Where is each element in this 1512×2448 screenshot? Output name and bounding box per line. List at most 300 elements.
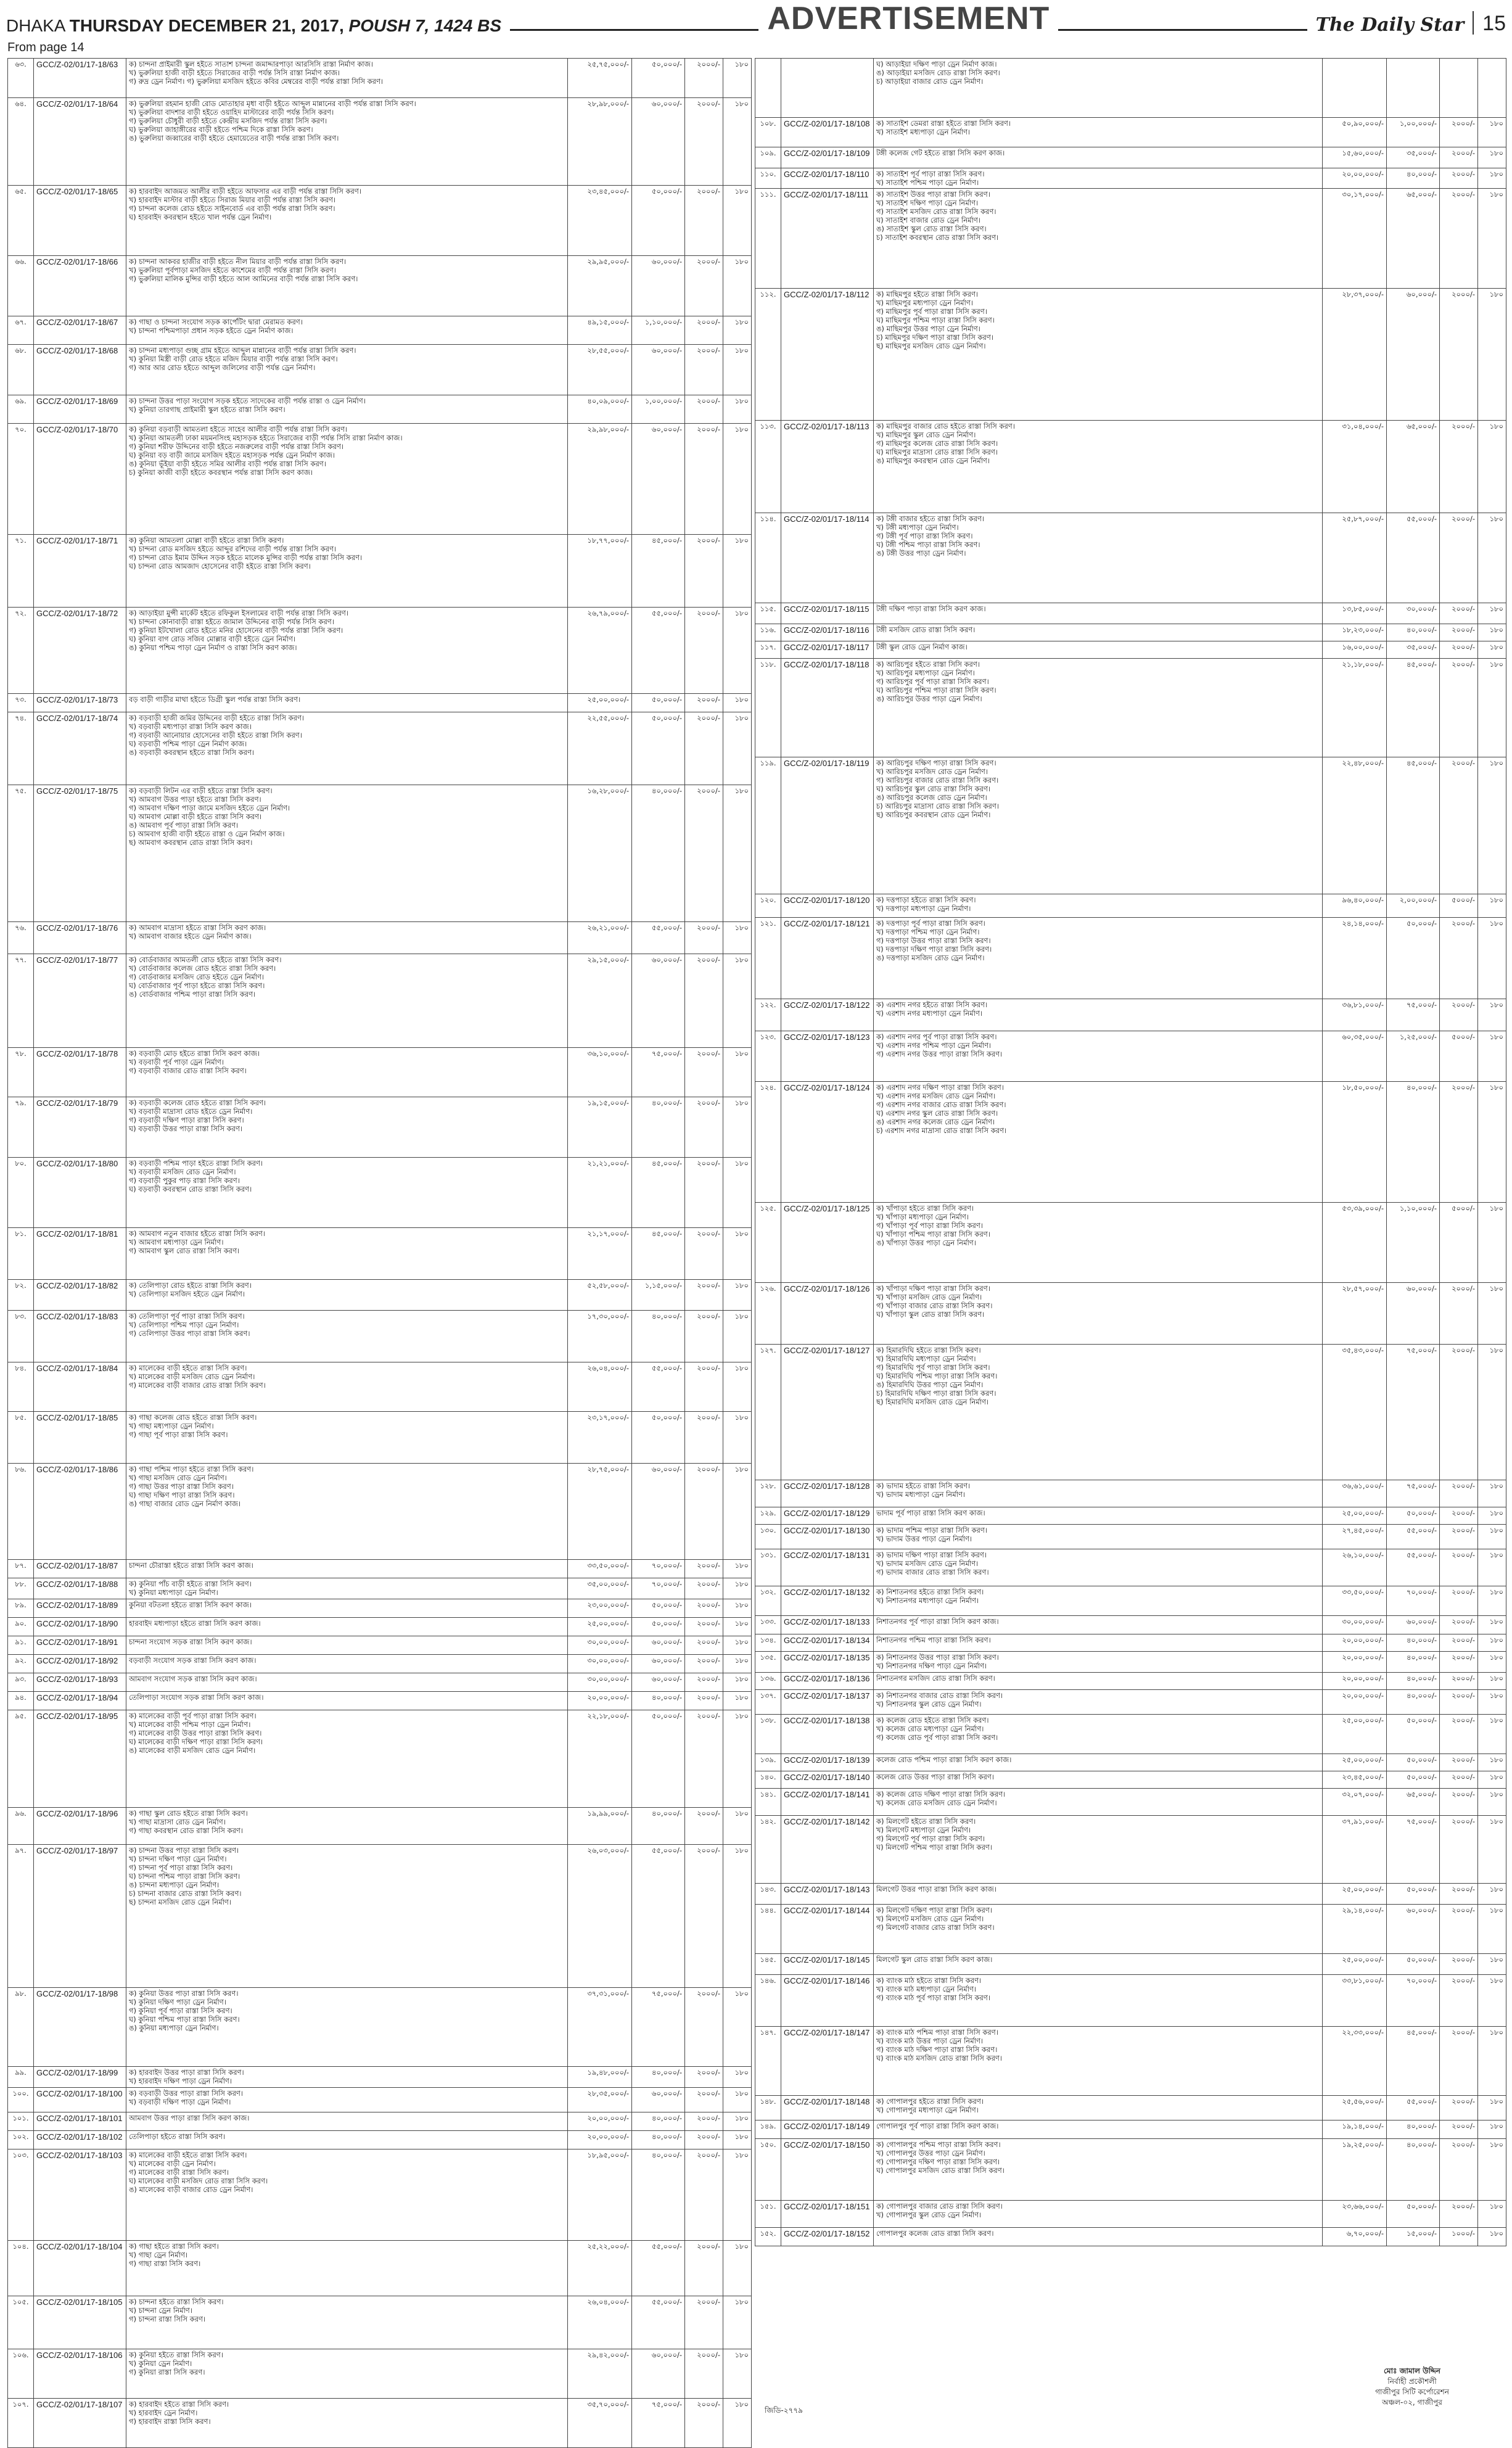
serial-number: ১২৪. xyxy=(755,1082,781,1203)
work-item: ক) বড়বাড়ী হাজী জমির উদ্দিনের বাড়ী হইতে রাস্তা সিসি করণ। xyxy=(129,714,305,722)
work-item: ক) গোপালপুর পশ্চিম পাড়া রাস্তা সিসি করণ। xyxy=(876,2140,1001,2149)
table-row xyxy=(755,2201,1506,2228)
table-row xyxy=(755,1975,1506,2027)
work-description xyxy=(126,608,568,694)
estimated-cost: ২০,০০,০০০/- xyxy=(1323,1673,1387,1690)
security-amount: ৫০,০০০/- xyxy=(632,1412,685,1464)
work-item: ক) খাঁপাড়া হইতে রাস্তা সিসি করণ। xyxy=(876,1204,974,1213)
tender-form-price: ২০০০/- xyxy=(685,2067,723,2088)
advertisement-code: জিডি-২৭৭৯ xyxy=(765,2406,803,2415)
estimated-cost: ২৫,৭৫,০০০/- xyxy=(568,59,632,98)
work-item: ক) দত্তপাড়া পূর্ব পাড়া রাস্তা সিসি করণ। xyxy=(876,919,985,928)
dateline-city: DHAKA xyxy=(6,16,65,35)
work-item: ঘ) হিমারদিঘি পশ্চিম পাড়া রাস্তা সিসি করণ। xyxy=(876,1372,998,1380)
work-description xyxy=(874,1586,1323,1616)
table-row xyxy=(755,2228,1506,2246)
work-item: ঘ) এরশাদ নগর স্কুল রোড রাস্তা সিসি করণ। xyxy=(876,1109,998,1118)
estimated-cost: ১৯,৯৯,০০০/- xyxy=(568,1808,632,1845)
security-amount: ৫৫,০০০/- xyxy=(1387,2096,1440,2120)
estimated-cost: ৩৫,৭০,০০০/- xyxy=(568,2399,632,2448)
completion-days: ১৮০ xyxy=(1478,1634,1506,1652)
table-row xyxy=(8,256,752,316)
completion-days: ১৮০ xyxy=(1478,757,1506,894)
work-item: চ) মাছিমপুর দক্ষিণ পাড়া রাস্তা সিসি করণ। xyxy=(876,333,993,342)
package-number: GCC/Z-02/01/17-18/82 xyxy=(34,1280,126,1311)
work-description xyxy=(126,424,568,535)
serial-number: ১২১. xyxy=(755,918,781,999)
completion-days: ১৮০ xyxy=(1478,1480,1506,1507)
work-item: ঘ) বোর্ডবাজার পূর্ব পাড়া হইতে রাস্তা সিসি করণ। xyxy=(129,981,265,990)
work-item: গ) মালেকের বাড়ী রাস্তা সিসি করণ। xyxy=(129,2168,229,2177)
tender-form-price: ২০০০/- xyxy=(685,1362,723,1412)
work-item: ঙ) আরিচপুর উত্তর পাড়া ড্রেন নির্মাণ। xyxy=(876,694,982,703)
serial-number: ১৩৪. xyxy=(755,1634,781,1652)
serial-number: ১৩৬. xyxy=(755,1673,781,1690)
package-number: GCC/Z-02/01/17-18/137 xyxy=(781,1690,874,1715)
completion-days: ১৮০ xyxy=(723,1280,752,1311)
table-row xyxy=(755,1283,1506,1345)
completion-days: ১৮০ xyxy=(1478,1905,1506,1954)
estimated-cost: ১৭,৩০,০০০/- xyxy=(568,1311,632,1362)
completion-days: ১৮০ xyxy=(1478,1031,1506,1082)
package-number: GCC/Z-02/01/17-18/74 xyxy=(34,712,126,785)
work-item: আমবাগ সংযোগ সড়ক রাস্তা সিসি করণ কাজ। xyxy=(129,1675,257,1683)
estimated-cost: ২৮,৫৭,০০০/- xyxy=(1323,1283,1387,1345)
work-item: গ) রুদ্র ড্রেন নির্মাণ। গ) ভুরুলিয়া মসজিদ হইতে কবির মেম্বরের বাড়ী পর্যন্ত রাস্তা সিসি করণ। xyxy=(129,77,384,86)
work-item: খ) খাঁপাড়া মধ্যপাড়া ড্রেন নির্মাণ। xyxy=(876,1213,969,1221)
work-item: ঘ) মালেকের বাড়ী দক্ষিণ পাড়া রাস্তা সিসি করণ। xyxy=(129,1737,263,1746)
tender-form-price: ২০০০/- xyxy=(685,1599,723,1618)
work-item: ক) নিশাতনগর বাজার রোড রাস্তা সিসি করণ। xyxy=(876,1691,1003,1700)
security-amount: ৪০,০০০/- xyxy=(632,2149,685,2241)
table-row xyxy=(755,1634,1506,1652)
work-item: ঙ) আড়াইয়া মসজিদ রোড রাস্তা সিসি করণ। xyxy=(876,68,1000,77)
table-row xyxy=(755,1586,1506,1616)
tender-form-price: ২০০০/- xyxy=(685,345,723,395)
estimated-cost: ২৫,২২,০০০/- xyxy=(568,2241,632,2296)
work-item: চ) আড়াইয়া বাজার রোড ড্রেন নির্মাণ। xyxy=(876,77,984,86)
completion-days: ১৮০ xyxy=(723,424,752,535)
work-description xyxy=(126,1808,568,1845)
work-item: ক) ভাদাম দক্ষিণ পাড়া রাস্তা সিসি করণ। xyxy=(876,1551,987,1559)
table-row xyxy=(755,894,1506,918)
estimated-cost: ২০,০০,০০০/- xyxy=(568,2131,632,2149)
continuation-note: From page 14 xyxy=(7,41,84,54)
table-row xyxy=(8,1710,752,1808)
tender-form-price: ২০০০/- xyxy=(685,1845,723,1988)
security-amount: ৬০,০০০/- xyxy=(632,1636,685,1655)
work-item: খ) গাছা মসজিদ রোড ড্রেন নির্মাণ। xyxy=(129,1473,227,1482)
security-amount: ১,২৫,০০০/- xyxy=(1387,1031,1440,1082)
completion-days: ১৮০ xyxy=(723,1599,752,1618)
package-number: GCC/Z-02/01/17-18/144 xyxy=(781,1905,874,1954)
serial-number: ১০০. xyxy=(8,2088,34,2112)
serial-number: ৯৩. xyxy=(8,1673,34,1692)
table-row xyxy=(8,2067,752,2088)
package-number: GCC/Z-02/01/17-18/124 xyxy=(781,1082,874,1203)
work-description xyxy=(874,1905,1323,1954)
work-item: খ) ভাদাম উত্তর পাড়া ড্রেন নির্মাণ। xyxy=(876,1535,972,1543)
package-number: GCC/Z-02/01/17-18/86 xyxy=(34,1464,126,1560)
security-amount: ৭৫,০০০/- xyxy=(632,1988,685,2067)
table-row xyxy=(8,922,752,954)
serial-number: ১২০. xyxy=(755,894,781,918)
work-item: ক) চান্দনা হইতে রাস্তা সিসি করণ। xyxy=(129,2298,224,2306)
tender-form-price: ২০০০/- xyxy=(1440,1586,1478,1616)
package-number: GCC/Z-02/01/17-18/78 xyxy=(34,1048,126,1097)
completion-days: ১৮০ xyxy=(1478,1345,1506,1480)
tender-form-price: ২০০০/- xyxy=(1440,289,1478,421)
serial-number: ৭৫. xyxy=(8,785,34,922)
work-item: খ) গাছা মধ্যপাড়া ড্রেন নির্মাণ। xyxy=(129,1422,214,1430)
work-description xyxy=(874,1954,1323,1975)
work-item: চ) আমবাগ হাজী বাড়ী হইতে রাস্তা ও ড্রেন নির্মাণ কাজ। xyxy=(129,830,285,838)
estimated-cost: ১৮,২৩,০০০/- xyxy=(1323,624,1387,641)
tender-form-price: ২০০০/- xyxy=(685,954,723,1048)
work-description xyxy=(126,1655,568,1673)
estimated-cost: ৩৬,৬১,০০০/- xyxy=(1323,1480,1387,1507)
security-amount: ৬০,০০০/- xyxy=(632,424,685,535)
work-description xyxy=(874,999,1323,1031)
tender-form-price: ৫০০০/- xyxy=(1440,1203,1478,1283)
work-item: ঙ) মালেকের বাড়ী বাজার রোড ড্রেন নির্মাণ। xyxy=(129,2185,253,2194)
package-number: GCC/Z-02/01/17-18/94 xyxy=(34,1692,126,1710)
work-item: ক) কুনিয়া আমতলা মোল্লা বাড়ী হইতে রাস্তা সিসি করণ। xyxy=(129,536,284,545)
completion-days: ১৮০ xyxy=(1478,1690,1506,1715)
completion-days: ১৮০ xyxy=(1478,513,1506,603)
work-item: খ) হারবাইদ দক্ষিণ পাড়া ড্রেন নির্মাণ। xyxy=(129,2077,232,2085)
security-amount: ১,১০,০০০/- xyxy=(1387,1203,1440,1283)
package-number: GCC/Z-02/01/17-18/80 xyxy=(34,1158,126,1228)
completion-days: ১৮০ xyxy=(723,1097,752,1158)
security-amount: ৫০,০০০/- xyxy=(1387,1771,1440,1789)
work-item: ক) তেলিপাড়া রোড হইতে রাস্তা সিসি করণ। xyxy=(129,1281,252,1290)
signatory-name: মোঃ জামাল উদ্দিন xyxy=(1384,2367,1440,2375)
security-amount: ১৫,০০০/- xyxy=(1387,2228,1440,2246)
package-number: GCC/Z-02/01/17-18/116 xyxy=(781,624,874,641)
work-description xyxy=(874,641,1323,659)
security-amount: ৪৫,০০০/- xyxy=(1387,659,1440,757)
signature-block xyxy=(1326,2366,1498,2408)
package-number: GCC/Z-02/01/17-18/138 xyxy=(781,1715,874,1754)
work-item: গ) চান্দনা রোড ইমাম উদ্দিন সড়ক হইতে মালেক মুন্সির বাড়ী পর্যন্ত রাস্তা সিসি করণ। xyxy=(129,553,363,562)
security-amount: ৪০,০০০/- xyxy=(1387,1652,1440,1673)
table-row xyxy=(8,1808,752,1845)
serial-number: ১০৭. xyxy=(8,2399,34,2448)
security-amount: ৫০,০০০/- xyxy=(632,59,685,98)
security-amount: ৫৫,০০০/- xyxy=(632,2241,685,2296)
package-number: GCC/Z-02/01/17-18/131 xyxy=(781,1549,874,1586)
work-item: ঙ) ভুরুলিয়া জব্বারের বাড়ী হইতে হেমায়েতের বাড়ী পর্যন্ত রাস্তা সিসি করণ। xyxy=(129,134,339,142)
work-item: খ) খাঁপাড়া মসজিদ রোড ড্রেন নির্মাণ। xyxy=(876,1293,982,1301)
work-item: গ) চান্দনা পূর্ব পাড়া রাস্তা সিসি করণ। xyxy=(129,1863,233,1872)
serial-number: ৮১. xyxy=(8,1228,34,1280)
work-item: ঙ) কুনিয়া মধ্যপাড়া ড্রেন নির্মাণ। xyxy=(129,2024,219,2032)
estimated-cost: ৩৩,৮১,০০০/- xyxy=(1323,1975,1387,2027)
work-description xyxy=(874,1754,1323,1771)
completion-days: ১৮০ xyxy=(1478,2228,1506,2246)
work-item: ক) বড়বাড়ী উত্তর পাড়া রাস্তা সিসি করণ। xyxy=(129,2089,243,2098)
security-amount: ৪৫,০০০/- xyxy=(632,1228,685,1280)
tender-form-price: ২০০০/- xyxy=(685,1311,723,1362)
work-description xyxy=(874,2201,1323,2228)
tender-form-price: ২০০০/- xyxy=(685,316,723,345)
work-item: ছ) মাছিমপুর মসজিদ রোড ড্রেন নির্মাণ। xyxy=(876,342,986,350)
package-number: GCC/Z-02/01/17-18/111 xyxy=(781,189,874,289)
table-row xyxy=(8,1636,752,1655)
security-amount: ৭০,০০০/- xyxy=(1387,1586,1440,1616)
estimated-cost: ২৬,২১,০০০/- xyxy=(568,922,632,954)
work-item: গ) ব্যাংক মাঠ পূর্ব পাড়া রাস্তা সিসি করণ। xyxy=(876,1993,990,2002)
signatory-designation: নির্বাহী প্রকৌশলী xyxy=(1387,2377,1437,2386)
serial-number: ৯০. xyxy=(8,1618,34,1636)
work-item: গ) চান্দনা রাস্তা সিসি করণ। xyxy=(129,2315,206,2323)
work-item: ঙ) চান্দনা মধ্যপাড়া ড্রেন নির্মাণ। xyxy=(129,1881,220,1889)
serial-number: ১০৫. xyxy=(8,2296,34,2349)
package-number: GCC/Z-02/01/17-18/69 xyxy=(34,395,126,424)
work-item: গ) হারবাইদ রাস্তা সিসি করণ। xyxy=(129,2417,211,2426)
work-description xyxy=(126,2067,568,2088)
tender-form-price: ২০০০/- xyxy=(1440,1480,1478,1507)
security-amount: ৭৫,০০০/- xyxy=(1387,999,1440,1031)
completion-days: ১৮০ xyxy=(723,712,752,785)
table-row xyxy=(8,785,752,922)
work-item: ক) গাছা পশ্চিম পাড়া হইতে রাস্তা সিসি করণ। xyxy=(129,1465,254,1473)
estimated-cost: ২৫,০০,০০০/- xyxy=(1323,1507,1387,1525)
tender-form-price: ২০০০/- xyxy=(1440,421,1478,513)
page-header xyxy=(0,0,1512,36)
completion-days: ১৮০ xyxy=(723,316,752,345)
serial-number: ৯৫. xyxy=(8,1710,34,1808)
security-amount: ৪০,০০০/- xyxy=(1387,1673,1440,1690)
work-item: খ) চান্দনা পশ্চিমপাড়া প্রধান সড়ক হইতে ড্রেন নির্মাণ কাজ। xyxy=(129,326,294,335)
table-row xyxy=(8,1097,752,1158)
completion-days: ১৮০ xyxy=(1478,147,1506,168)
tender-form-price: ২০০০/- xyxy=(1440,918,1478,999)
work-item: ঘ) বড়বাড়ী কবরস্থান রোড রাস্তা সিসি করণ। xyxy=(129,1185,252,1193)
package-number: GCC/Z-02/01/17-18/93 xyxy=(34,1673,126,1692)
completion-days: ১৮০ xyxy=(723,2149,752,2241)
security-amount: ৭৫,০০০/- xyxy=(632,1048,685,1097)
table-row xyxy=(8,535,752,608)
work-item: খ) মাছিমপুর স্কুল রোড ড্রেন নির্মাণ। xyxy=(876,431,976,439)
work-item: খ) চান্দনা কোনাবাড়ী রাস্তা হইতে জামাল উদ্দিনের বাড়ী পর্যন্ত সিসি করণ। xyxy=(129,617,334,626)
work-description xyxy=(126,1673,568,1692)
serial-number: ৭৯. xyxy=(8,1097,34,1158)
estimated-cost: ২৩,৪৫,০০০/- xyxy=(1323,1771,1387,1789)
work-item: ক) গাছা হইতে রাস্তা সিসি করণ। xyxy=(129,2242,219,2251)
package-number: GCC/Z-02/01/17-18/148 xyxy=(781,2096,874,2120)
work-description xyxy=(874,1673,1323,1690)
package-number: GCC/Z-02/01/17-18/130 xyxy=(781,1525,874,1549)
work-item: ঙ) বোর্ডবাজার পশ্চিম পাড়া রাস্তা সিসি করণ। xyxy=(129,990,256,999)
serial-number: ১১২. xyxy=(755,289,781,421)
completion-days: ১৮০ xyxy=(723,785,752,922)
security-amount: ৪৫,০০০/- xyxy=(1387,2027,1440,2096)
work-description xyxy=(126,1710,568,1808)
security-amount: ৫৫,০০০/- xyxy=(1387,1525,1440,1549)
package-number: GCC/Z-02/01/17-18/141 xyxy=(781,1789,874,1816)
work-item: ঘ) কুনিয়া বাগ রোড সজিব মোল্লার বাড়ী হইতে ড্রেন নির্মাণ। xyxy=(129,635,296,643)
security-amount: ৬০,০০০/- xyxy=(632,98,685,186)
table-row xyxy=(8,1692,752,1710)
estimated-cost: ২৬,০৪,০০০/- xyxy=(568,2296,632,2349)
estimated-cost: ২৬,০৩,০০০/- xyxy=(568,1845,632,1988)
work-item: খ) আরিচপুর মসজিদ রোড ড্রেন নির্মাণ। xyxy=(876,767,988,776)
work-description xyxy=(874,1715,1323,1754)
work-item: ক) কুনিয়া হইতে রাস্তা সিসি করণ। xyxy=(129,2351,223,2359)
serial-number: ১১৫. xyxy=(755,603,781,624)
work-item: খ) ভুরুলিয়া পূর্বপাড়া মসজিদ হইতে কাশেমের বাড়ী পর্যন্ত রাস্তা সিসি করণ। xyxy=(129,266,336,274)
table-row xyxy=(755,999,1506,1031)
work-item: চান্দনা চৌরাস্তা হইতে রাস্তা সিসি করণ কাজ। xyxy=(129,1561,253,1570)
work-item: গ) গোপালপুর দক্ষিণ পাড়া রাস্তা সিসি করণ। xyxy=(876,2157,1000,2166)
work-item: ক) আমবাগ মাদ্রাসা হইতে রাস্তা সিসি করণ কাজ। xyxy=(129,923,266,932)
estimated-cost: ২৫,৮৭,০০০/- xyxy=(1323,513,1387,603)
work-item: ঘ) হারবাইদ কবরস্থান হইতে খাল পর্যন্ত ড্রেন নির্মাণ। xyxy=(129,213,272,221)
table-row xyxy=(755,2027,1506,2096)
serial-number: ১২৬. xyxy=(755,1283,781,1345)
estimated-cost: ২৫,০০,০০০/- xyxy=(568,694,632,712)
table-row xyxy=(755,624,1506,641)
package-number: GCC/Z-02/01/17-18/134 xyxy=(781,1634,874,1652)
package-number: GCC/Z-02/01/17-18/142 xyxy=(781,1816,874,1884)
package-number: GCC/Z-02/01/17-18/140 xyxy=(781,1771,874,1789)
package-number xyxy=(781,59,874,118)
work-description xyxy=(126,1845,568,1988)
table-row xyxy=(755,147,1506,168)
table-row xyxy=(8,1464,752,1560)
package-number: GCC/Z-02/01/17-18/106 xyxy=(34,2349,126,2399)
security-amount: ৪০,০০০/- xyxy=(632,785,685,922)
tender-form-price: ২০০০/- xyxy=(1440,1283,1478,1345)
completion-days: ১৮০ xyxy=(1478,1507,1506,1525)
work-item: ক) কুনিয়া উত্তর পাড়া রাস্তা সিসি করণ। xyxy=(129,1989,239,1998)
package-number: GCC/Z-02/01/17-18/68 xyxy=(34,345,126,395)
work-description xyxy=(874,1525,1323,1549)
work-item: খ) নিশাতনগর দক্ষিণ পাড়া ড্রেন নির্মাণ। xyxy=(876,1662,987,1670)
package-number: GCC/Z-02/01/17-18/75 xyxy=(34,785,126,922)
work-item: ক) কলেজ রোড হইতে রাস্তা সিসি করণ। xyxy=(876,1716,989,1725)
completion-days: ১৮০ xyxy=(723,1710,752,1808)
work-item: ঙ) আমবাগ পূর্ব পাড়া রাস্তা সিসি করণ। xyxy=(129,821,239,830)
table-row xyxy=(755,1480,1506,1507)
serial-number: ৭২. xyxy=(8,608,34,694)
work-item: খ) চান্দনা ড্রেন নির্মাণ। xyxy=(129,2306,192,2315)
serial-number: ১১০. xyxy=(755,168,781,189)
completion-days: ১৮০ xyxy=(723,59,752,98)
security-amount: ১,০০,০০০/- xyxy=(1387,118,1440,147)
security-amount: ৭০,০০০/- xyxy=(632,1578,685,1599)
table-row xyxy=(8,1048,752,1097)
tender-form-price: ২০০০/- xyxy=(685,535,723,608)
work-item: বড়বাড়ী সংযোগ সড়ক রাস্তা সিসি করণ কাজ। xyxy=(129,1656,257,1665)
work-description xyxy=(874,1816,1323,1884)
completion-days: ১৮০ xyxy=(1478,1789,1506,1816)
completion-days: ১৮০ xyxy=(723,1412,752,1464)
estimated-cost: ২০,০০,০০০/- xyxy=(568,2112,632,2131)
estimated-cost: ২৩,৬৬,০০০/- xyxy=(1323,2201,1387,2228)
completion-days: ১৮০ xyxy=(723,608,752,694)
table-row xyxy=(8,1618,752,1636)
work-item: ঘ) টঙ্গী পশ্চিম পাড়া রাস্তা সিসি করণ। xyxy=(876,540,980,549)
package-number: GCC/Z-02/01/17-18/109 xyxy=(781,147,874,168)
security-amount: ৬৫,০০০/- xyxy=(1387,1789,1440,1816)
work-description xyxy=(126,2241,568,2296)
work-item: ঘ) কুনিয়া বড় বাড়ী জামে মসজিদ হইতে মহাসড়ক পর্যন্ত ড্রেন নির্মাণ কাজ। xyxy=(129,451,335,460)
package-number: GCC/Z-02/01/17-18/97 xyxy=(34,1845,126,1988)
work-item: ক) হারবাইদ হইতে রাস্তা সিসি করণ। xyxy=(129,2400,229,2409)
estimated-cost: ১৬,২৮,০০০/- xyxy=(568,785,632,922)
security-amount: ৭৫,০০০/- xyxy=(632,2399,685,2448)
serial-number: ৯২. xyxy=(8,1655,34,1673)
package-number: GCC/Z-02/01/17-18/136 xyxy=(781,1673,874,1690)
work-item: গ) বোর্ডবাজার মসজিদ রোড হইতে ড্রেন নির্মাণ। xyxy=(129,973,265,981)
work-description xyxy=(874,1082,1323,1203)
completion-days: ১৮০ xyxy=(1478,1082,1506,1203)
work-item: খ) বড়বাড়ী মধ্যপাড়া রাস্তা সিসি করণ কাজ। xyxy=(129,722,252,731)
estimated-cost: ২৫,৫৬,০০০/- xyxy=(1323,2096,1387,2120)
work-description xyxy=(874,513,1323,603)
package-number: GCC/Z-02/01/17-18/63 xyxy=(34,59,126,98)
table-row xyxy=(755,1345,1506,1480)
tender-form-price: ২০০০/- xyxy=(1440,2120,1478,2139)
security-amount: ৫০,০০০/- xyxy=(632,712,685,785)
table-row xyxy=(755,1203,1506,1283)
tender-form-price: ২০০০/- xyxy=(685,98,723,186)
security-amount: ৫০,০০০/- xyxy=(1387,1715,1440,1754)
tender-form-price: ২০০০/- xyxy=(1440,1715,1478,1754)
serial-number: ১১৭. xyxy=(755,641,781,659)
work-description xyxy=(126,922,568,954)
security-amount: ৫৫,০০০/- xyxy=(632,2296,685,2349)
completion-days xyxy=(1478,59,1506,118)
security-amount: ৫০,০০০/- xyxy=(632,1599,685,1618)
serial-number: ১৪৬. xyxy=(755,1975,781,2027)
tender-form-price: ২০০০/- xyxy=(1440,1954,1478,1975)
work-item: ক) এরশাদ নগর হইতে রাস্তা সিসি করণ। xyxy=(876,1000,988,1009)
table-row xyxy=(755,1673,1506,1690)
tender-form-price: ২০০০/- xyxy=(1440,1771,1478,1789)
completion-days: ১৮০ xyxy=(723,1158,752,1228)
completion-days: ১৮০ xyxy=(723,1578,752,1599)
table-row xyxy=(755,1771,1506,1789)
table-row xyxy=(755,1884,1506,1905)
completion-days: ১৮০ xyxy=(1478,2096,1506,2120)
package-number: GCC/Z-02/01/17-18/146 xyxy=(781,1975,874,2027)
package-number: GCC/Z-02/01/17-18/65 xyxy=(34,186,126,256)
estimated-cost: ২৩,১৭,০০০/- xyxy=(568,1412,632,1464)
serial-number: ৯৯. xyxy=(8,2067,34,2088)
serial-number: ৭৭. xyxy=(8,954,34,1048)
work-item: ঘ) খাঁপাড়া স্কুল রোড রাস্তা সিসি করণ। xyxy=(876,1310,985,1319)
serial-number: ৮৯. xyxy=(8,1599,34,1618)
work-item: গ) ব্যাংক মাঠ দক্ষিণ পাড়া রাস্তা সিসি করণ। xyxy=(876,2045,998,2054)
estimated-cost: ১৯,১৪,০০০/- xyxy=(1323,2120,1387,2139)
serial-number: ৬৯. xyxy=(8,395,34,424)
work-description xyxy=(126,186,568,256)
work-description xyxy=(874,168,1323,189)
package-number: GCC/Z-02/01/17-18/113 xyxy=(781,421,874,513)
security-amount: ৭০,০০০/- xyxy=(632,1560,685,1578)
work-description xyxy=(874,1771,1323,1789)
estimated-cost: ১৬,০০,০০০/- xyxy=(1323,641,1387,659)
tender-form-price: ২০০০/- xyxy=(685,59,723,98)
work-item: ঙ) সাতাইশ স্কুল রোড রাস্তা সিসি করণ। xyxy=(876,225,987,233)
estimated-cost: ২০,০০,০০০/- xyxy=(1323,1634,1387,1652)
serial-number: ৮৮. xyxy=(8,1578,34,1599)
work-item: ক) মিলগেট দক্ষিণ পাড়া রাস্তা সিসি করণ। xyxy=(876,1906,992,1914)
